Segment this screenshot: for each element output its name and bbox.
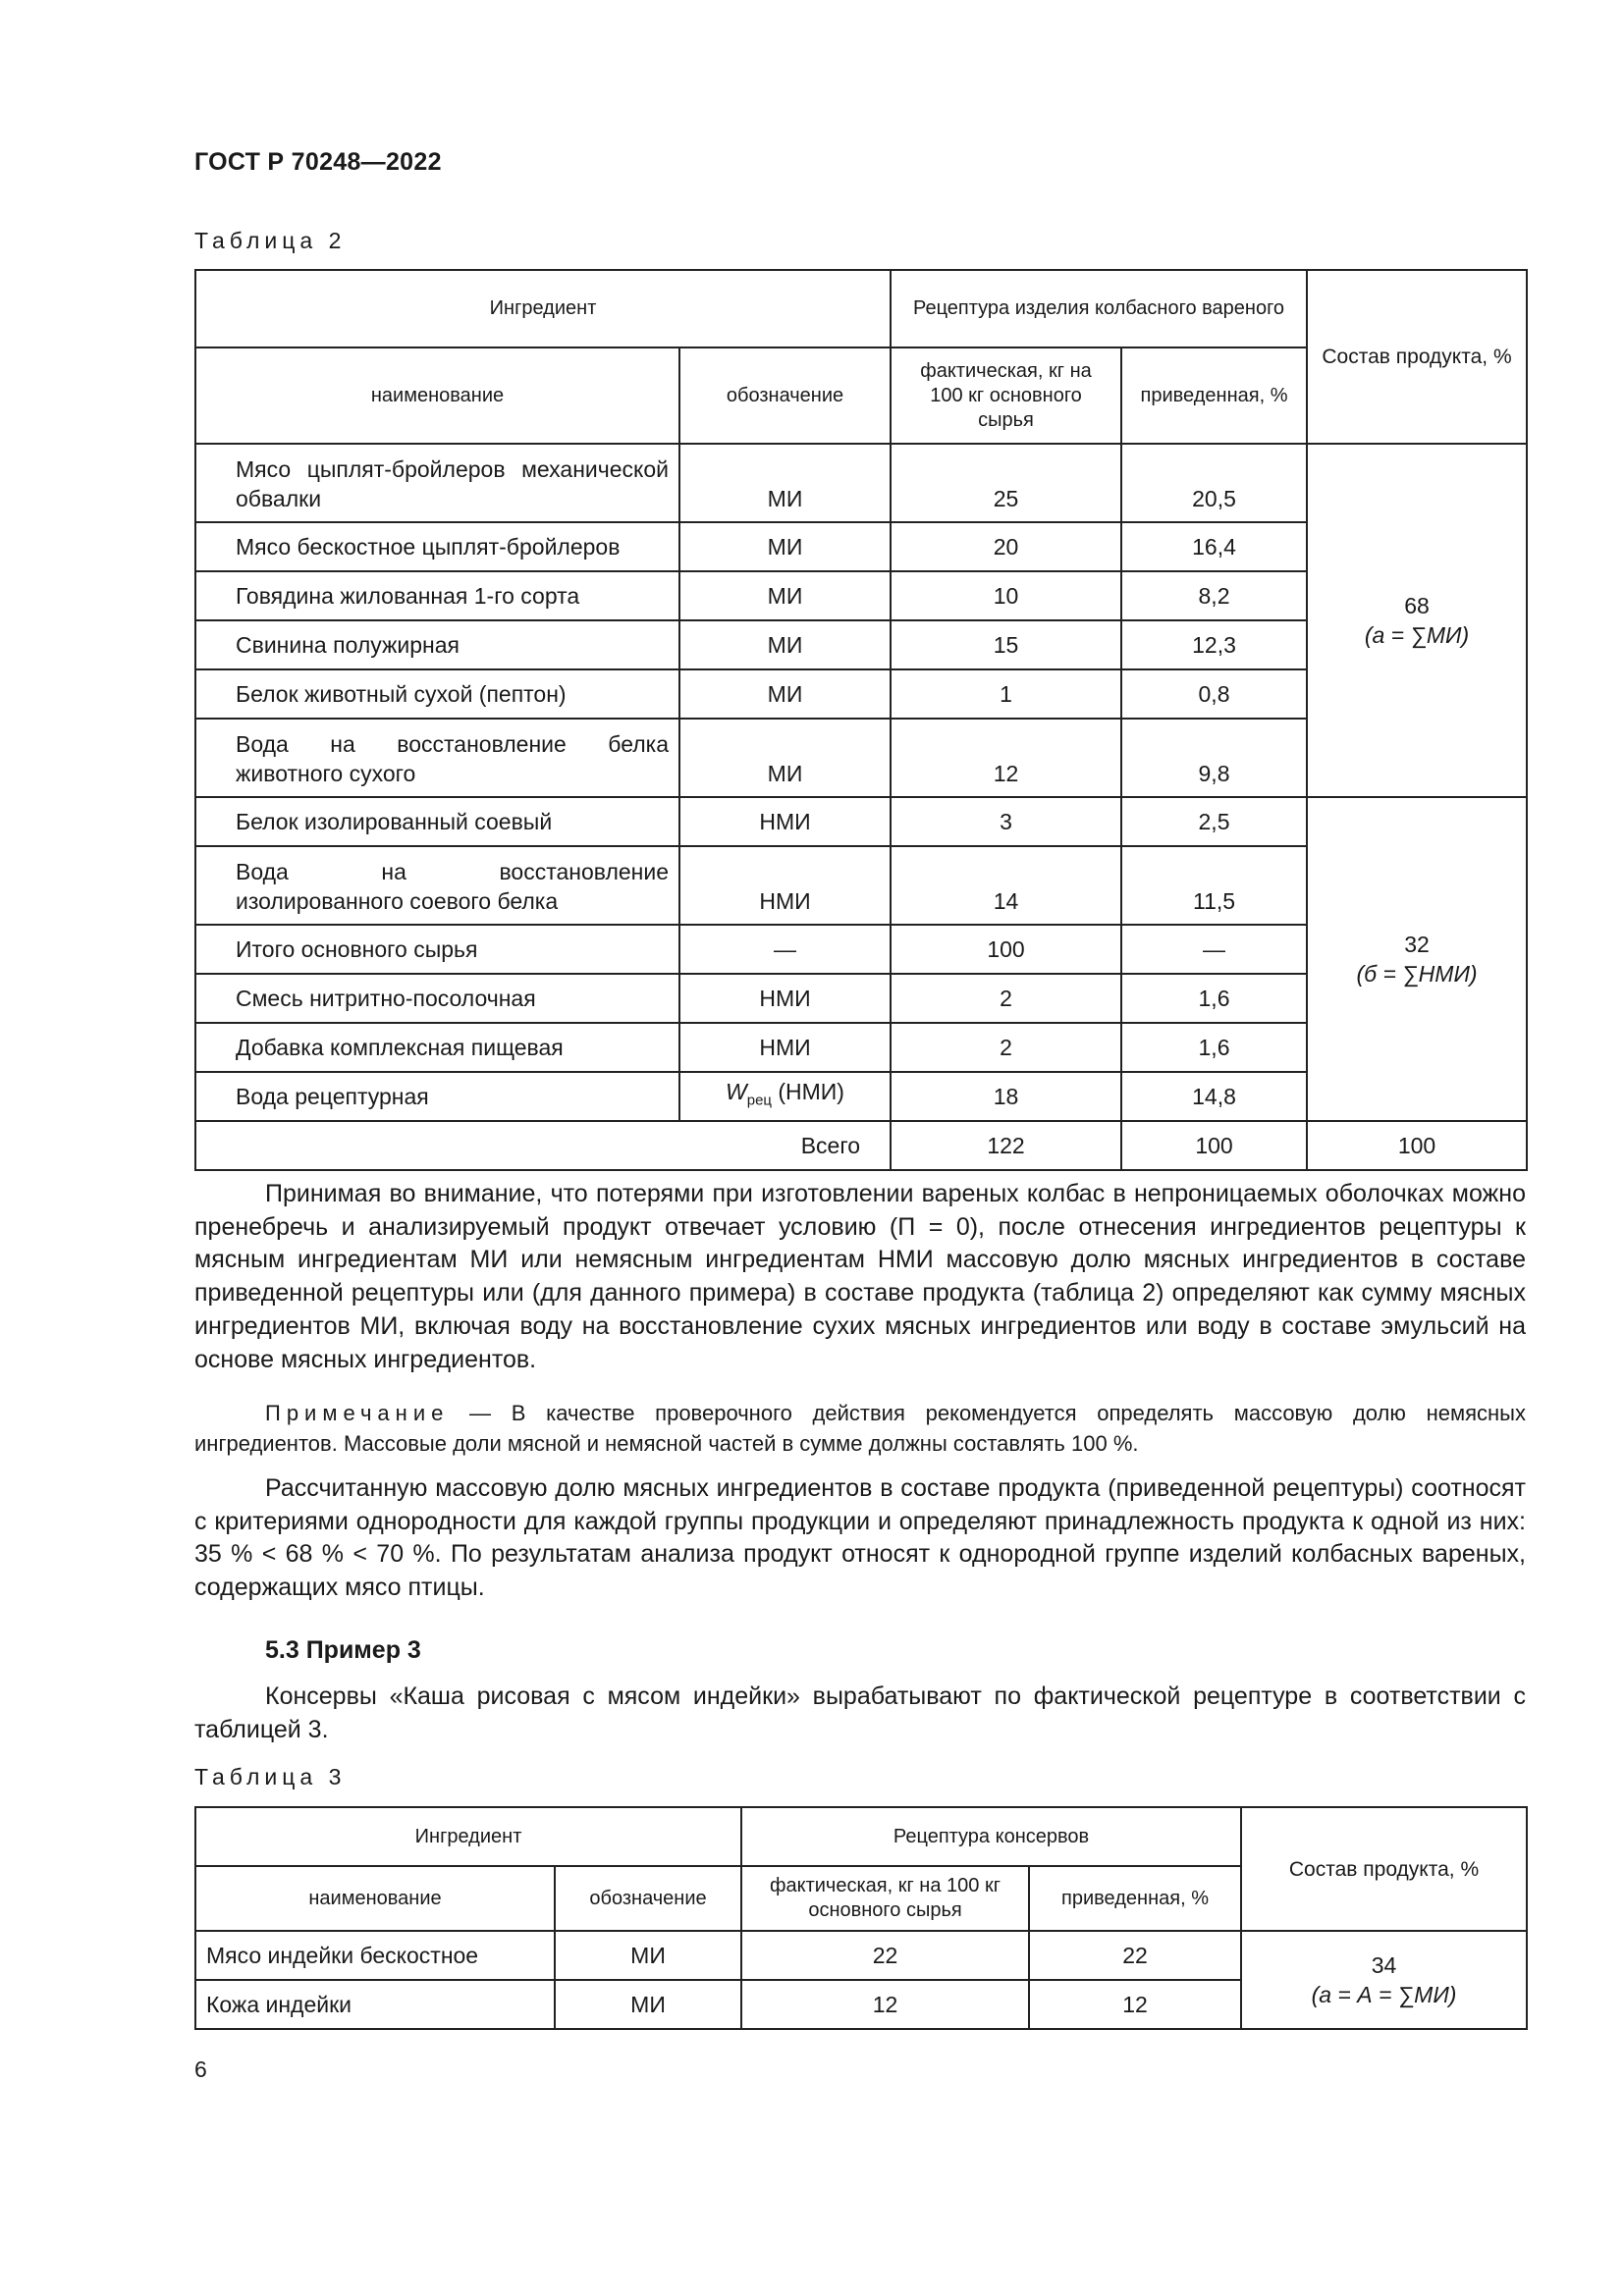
ingredient-actual: 25 — [891, 444, 1121, 522]
ingredient-reduced: 0,8 — [1121, 669, 1307, 719]
ingredient-reduced: 1,6 — [1121, 974, 1307, 1023]
ingredient-designation: МИ — [679, 522, 891, 571]
table3-header-recipe: Рецептура консервов — [741, 1807, 1241, 1866]
ingredient-reduced: 12 — [1029, 1980, 1241, 2029]
table2-header-name: наименование — [195, 347, 679, 444]
ingredient-reduced: 1,6 — [1121, 1023, 1307, 1072]
ingredient-reduced: 16,4 — [1121, 522, 1307, 571]
table3-header-actual: фактическая, кг на 100 кг основного сырья — [741, 1866, 1029, 1931]
ingredient-name: Свинина полужирная — [195, 620, 679, 669]
table3-header-composition: Состав продукта, % — [1241, 1807, 1527, 1931]
ingredient-reduced: 8,2 — [1121, 571, 1307, 620]
total-composition: 100 — [1307, 1121, 1527, 1170]
ingredient-reduced: 11,5 — [1121, 846, 1307, 925]
ingredient-name: Вода на восстановление изолированного соевого белка — [195, 846, 679, 925]
ingredient-reduced: 14,8 — [1121, 1072, 1307, 1121]
ingredient-actual: 2 — [891, 974, 1121, 1023]
total-reduced: 100 — [1121, 1121, 1307, 1170]
ingredient-actual: 14 — [891, 846, 1121, 925]
ingredient-designation: МИ — [555, 1980, 741, 2029]
ingredient-name: Добавка комплексная пищевая — [195, 1023, 679, 1072]
ingredient-actual: 1 — [891, 669, 1121, 719]
ingredient-designation: МИ — [679, 444, 891, 522]
ingredient-designation: МИ — [679, 571, 891, 620]
total-label: Всего — [195, 1121, 891, 1170]
paragraph-1: Принимая во внимание, что потерями при изготовлении вареных колбас в непроницаемых оболочках можно пренебречь и анализируемый продукт отвечает условию (П = 0), после отнесения ингредиентов рецептуры к мясным ингредиентам МИ или немясным ингредиентам НМИ массовую долю мясных ингредиентов в составе приведенной рецептуры или (для данного примера) в составе продукта (таблица 2) определяют как сумму мясных ингредиентов МИ, включая воду на восстановление сухих мясных ингредиентов или воду в составе эмульсий на основе мясных ингредиентов. — [194, 1180, 1526, 1373]
ingredient-designation: МИ — [679, 719, 891, 797]
ingredient-reduced: 22 — [1029, 1931, 1241, 1980]
page-number: 6 — [194, 2056, 207, 2082]
ingredient-actual: 20 — [891, 522, 1121, 571]
table3-header-reduced: приведенная, % — [1029, 1866, 1241, 1931]
table2-header-composition: Состав продукта, % — [1307, 270, 1527, 444]
table2-header-actual: фактическая, кг на 100 кг основного сырья — [891, 347, 1121, 444]
designation-subscript: рец — [746, 1092, 772, 1109]
ingredient-actual: 15 — [891, 620, 1121, 669]
ingredient-name: Мясо цыплят-бройлеров механической обвалки — [195, 444, 679, 522]
ingredient-name: Белок животный сухой (пептон) — [195, 669, 679, 719]
table3-caption: Таблица 3 — [194, 1764, 347, 1789]
ingredient-name: Белок изолированный соевый — [195, 797, 679, 846]
table-row — [195, 1931, 1527, 1980]
ingredient-designation — [679, 1072, 891, 1121]
ingredient-name: Мясо бескостное цыплят-бройлеров — [195, 522, 679, 571]
paragraph-2: Рассчитанную массовую долю мясных ингредиентов в составе продукта (приведенной рецептуры) соотносят с критериями однородности для каждой группы продукции и определяют принадлежность продукта к одной из них: 35 % < 68 % < 70 %. По результатам анализа продукт относят к однородной группе изделий колбасных вареных, содержащих мясо птицы. — [194, 1474, 1526, 1602]
note-label: Примечание — [265, 1401, 450, 1425]
ingredient-reduced: 12,3 — [1121, 620, 1307, 669]
table3-group-formula: (а = А = ∑МИ) — [1311, 1982, 1457, 2007]
table-2 — [194, 269, 1528, 1171]
table3-header-ingredient: Ингредиент — [195, 1807, 741, 1866]
ingredient-designation: — — [679, 925, 891, 974]
ingredient-actual: 12 — [891, 719, 1121, 797]
ingredient-name: Смесь нитритно-посолочная — [195, 974, 679, 1023]
designation-symbol: W — [726, 1079, 747, 1105]
group-mi-formula: (а = ∑МИ) — [1364, 622, 1470, 648]
group-mi-cell — [1307, 444, 1527, 797]
document-header: ГОСТ Р 70248—2022 — [194, 148, 442, 176]
group-nmi-value: 32 — [1404, 932, 1430, 957]
note — [194, 1398, 1526, 1459]
ingredient-actual: 2 — [891, 1023, 1121, 1072]
group-nmi-formula: (б = ∑НМИ) — [1356, 961, 1478, 987]
group-nmi-cell — [1307, 797, 1527, 1121]
designation-tail: (НМИ) — [771, 1079, 844, 1105]
ingredient-designation: МИ — [679, 669, 891, 719]
total-actual: 122 — [891, 1121, 1121, 1170]
ingredient-actual: 3 — [891, 797, 1121, 846]
table-row — [195, 444, 1527, 522]
ingredient-reduced: 9,8 — [1121, 719, 1307, 797]
table2-header-recipe: Рецептура изделия колбасного вареного — [891, 270, 1307, 347]
group-mi-value: 68 — [1404, 593, 1430, 618]
table2-header-designation: обозначение — [679, 347, 891, 444]
ingredient-designation: НМИ — [679, 797, 891, 846]
table-3 — [194, 1806, 1528, 2030]
ingredient-actual: 10 — [891, 571, 1121, 620]
ingredient-name: Итого основного сырья — [195, 925, 679, 974]
table3-header-designation: обозначение — [555, 1866, 741, 1931]
section-title: 5.3 Пример 3 — [265, 1636, 421, 1664]
table2-header-reduced: приведенная, % — [1121, 347, 1307, 444]
ingredient-name: Мясо индейки бескостное — [195, 1931, 555, 1980]
table2-caption: Таблица 2 — [194, 228, 347, 253]
table2-header-ingredient: Ингредиент — [195, 270, 891, 347]
ingredient-actual: 12 — [741, 1980, 1029, 2029]
ingredient-name: Вода рецептурная — [195, 1072, 679, 1121]
ingredient-designation: НМИ — [679, 846, 891, 925]
ingredient-reduced: 2,5 — [1121, 797, 1307, 846]
ingredient-actual: 18 — [891, 1072, 1121, 1121]
ingredient-actual: 100 — [891, 925, 1121, 974]
ingredient-name: Кожа индейки — [195, 1980, 555, 2029]
ingredient-designation: МИ — [555, 1931, 741, 1980]
ingredient-designation: НМИ — [679, 1023, 891, 1072]
table-row — [195, 797, 1527, 846]
ingredient-reduced: — — [1121, 925, 1307, 974]
ingredient-designation: НМИ — [679, 974, 891, 1023]
ingredient-name: Говядина жилованная 1-го сорта — [195, 571, 679, 620]
ingredient-reduced: 20,5 — [1121, 444, 1307, 522]
ingredient-designation: МИ — [679, 620, 891, 669]
paragraph-3: Консервы «Каша рисовая с мясом индейки» вырабатывают по фактической рецептуре в соответствии с таблицей 3. — [194, 1682, 1526, 1743]
table-total-row — [195, 1121, 1527, 1170]
table3-group-cell — [1241, 1931, 1527, 2029]
table3-group-value: 34 — [1371, 1952, 1397, 1978]
ingredient-name: Вода на восстановление белка животного сухого — [195, 719, 679, 797]
ingredient-actual: 22 — [741, 1931, 1029, 1980]
table3-header-name: наименование — [195, 1866, 555, 1931]
note-text: — В качестве проверочного действия рекомендуется определять массовую долю немясных ингредиентов. Массовые доли мясной и немясной частей в сумме должны составлять 100 %. — [194, 1401, 1526, 1456]
